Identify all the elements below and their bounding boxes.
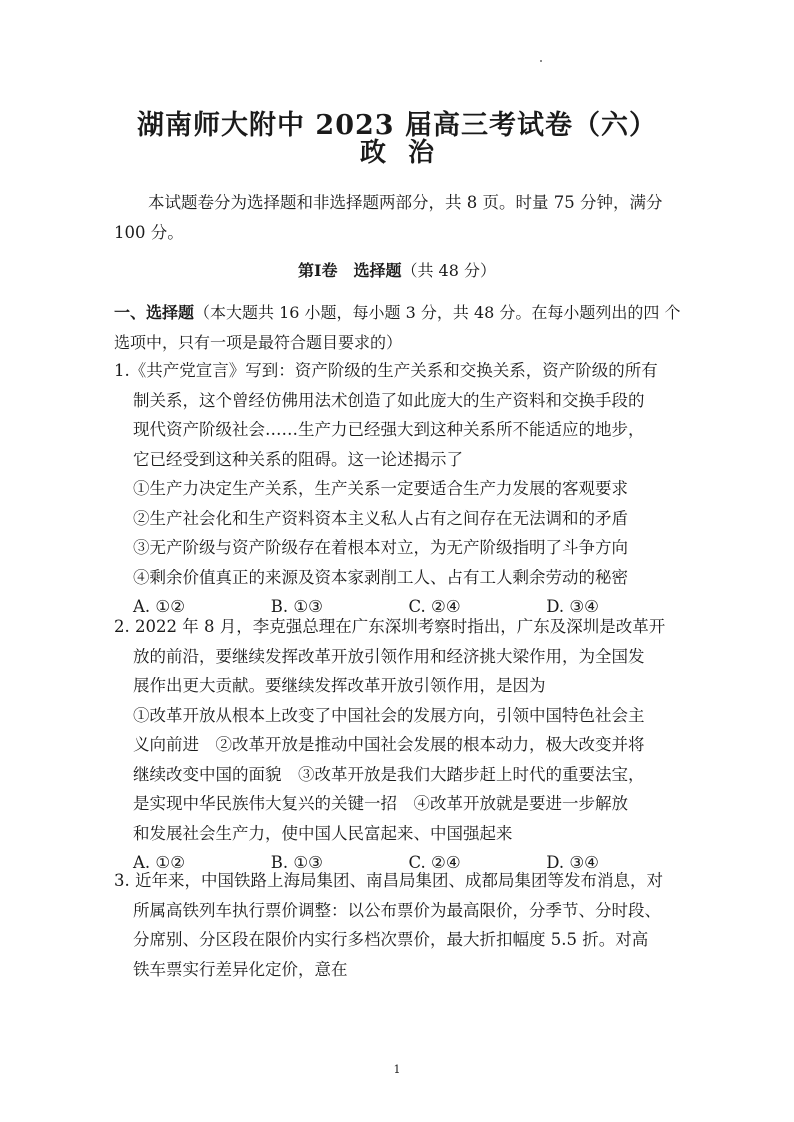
- q1-option-b[interactable]: B. ①③: [270, 597, 323, 616]
- q1-stem-line: 制关系，这个曾经仿佛用法术创造了如此庞大的生产资料和交换手段的: [133, 390, 645, 410]
- section-score: （共 48 分）: [401, 261, 497, 280]
- q3-stem-line: 所属高铁列车执行票价调整：以公布票价为最高限价，分季节、分时段、: [133, 900, 661, 920]
- intro-paragraph: 本试题卷分为选择题和非选择题两部分，共 8 页。时量 75 分钟，满分 100 分。: [114, 193, 663, 242]
- page-number: 1: [393, 1063, 401, 1076]
- part-one-head: 一、选择题: [114, 303, 195, 322]
- q2-statement-line: ①改革开放从根本上改变了中国社会的发展方向，引领中国特色社会主: [133, 705, 645, 725]
- exam-title: 湖南师大附中 2023 届高三考试卷（六）: [137, 110, 657, 141]
- q3-stem-cont: [114, 896, 684, 985]
- q3-stem-line: 分席别、分区段在限价内实行多档次票价，最大折扣幅度 5.5 折。对高: [133, 930, 649, 949]
- q2-statement-line: 义向前进 ②改革开放是推动中国社会发展的根本动力，极大改变并将: [133, 735, 645, 754]
- q2-statement-line: 是实现中华民族伟大复兴的关键一招 ④改革开放就是要进一步解放: [133, 794, 628, 813]
- q1-stem-line: 现代资产阶级社会……生产力已经强大到这种关系所不能适应的地步，: [133, 420, 645, 439]
- q2-statement-line: 继续改变中国的面貌 ③改革开放是我们大踏步赶上时代的重要法宝，: [133, 764, 645, 784]
- q3-stem-line: 3. 近年来，中国铁路上海局集团、南昌局集团、成都局集团等发布消息，对: [114, 871, 663, 890]
- q2-option-a[interactable]: A. ①②: [133, 853, 185, 872]
- q1-option-c[interactable]: C. ②④: [408, 597, 461, 616]
- q2-stem-line: 展作出更大贡献。要继续发挥改革开放引领作用，是因为: [133, 676, 546, 695]
- q1-stem-line: 它已经受到这种关系的阻碍。这一论述揭示了: [133, 449, 463, 469]
- q2-stem-line: 放的前沿，要继续发挥改革开放引领作用和经济挑大梁作用，为全国发: [133, 646, 645, 666]
- q1-stem-line: 1.《共产党宣言》写到：资产阶级的生产关系和交换关系，资产阶级的所有: [114, 361, 658, 380]
- question-2: [114, 612, 684, 878]
- q1-option-d[interactable]: D. ③④: [546, 597, 599, 616]
- q2-stem-cont: [114, 642, 684, 849]
- q2-stem-line: 2. 2022 年 8 月，李克强总理在广东深圳考察时指出，广东及深圳是改革开: [114, 617, 666, 636]
- section-title: 第Ⅰ卷 选择题: [297, 261, 402, 280]
- exam-subject: 政治: [359, 138, 456, 168]
- scan-speck: [540, 60, 542, 62]
- q1-statement-1: ①生产力决定生产关系，生产关系一定要适合生产力发展的客观要求: [133, 479, 628, 498]
- section-heading: [0, 258, 794, 281]
- q1-statement-2: ②生产社会化和生产资料资本主义私人占有之间存在无法调和的矛盾: [133, 508, 628, 528]
- part-one-line2: 个选项中，只有一项是最符合题目要求的）: [114, 303, 681, 352]
- part-one-instructions: [114, 298, 684, 358]
- question-1: [114, 356, 684, 622]
- question-3: [114, 866, 684, 984]
- q1-statement-4: ④剩余价值真正的来源及资本家剥削工人、占有工人剩余劳动的秘密: [133, 567, 628, 587]
- q2-option-b[interactable]: B. ①③: [270, 853, 323, 872]
- part-one-line1: [114, 303, 659, 322]
- q3-stem-line: 铁车票实行差异化定价，意在: [133, 959, 348, 979]
- q2-statement-line: 和发展社会生产力，使中国人民富起来、中国强起来: [133, 823, 513, 843]
- part-one-desc-1: （本大题共 16 小题，每小题 3 分，共 48 分。在每小题列出的四: [194, 303, 660, 322]
- q1-stem-cont: [114, 386, 684, 593]
- q1-statement-3: ③无产阶级与资产阶级存在着根本对立，为无产阶级指明了斗争方向: [133, 538, 628, 557]
- q2-option-d[interactable]: D. ③④: [546, 853, 599, 872]
- q2-option-c[interactable]: C. ②④: [408, 853, 461, 872]
- q1-option-a[interactable]: A. ①②: [133, 597, 185, 616]
